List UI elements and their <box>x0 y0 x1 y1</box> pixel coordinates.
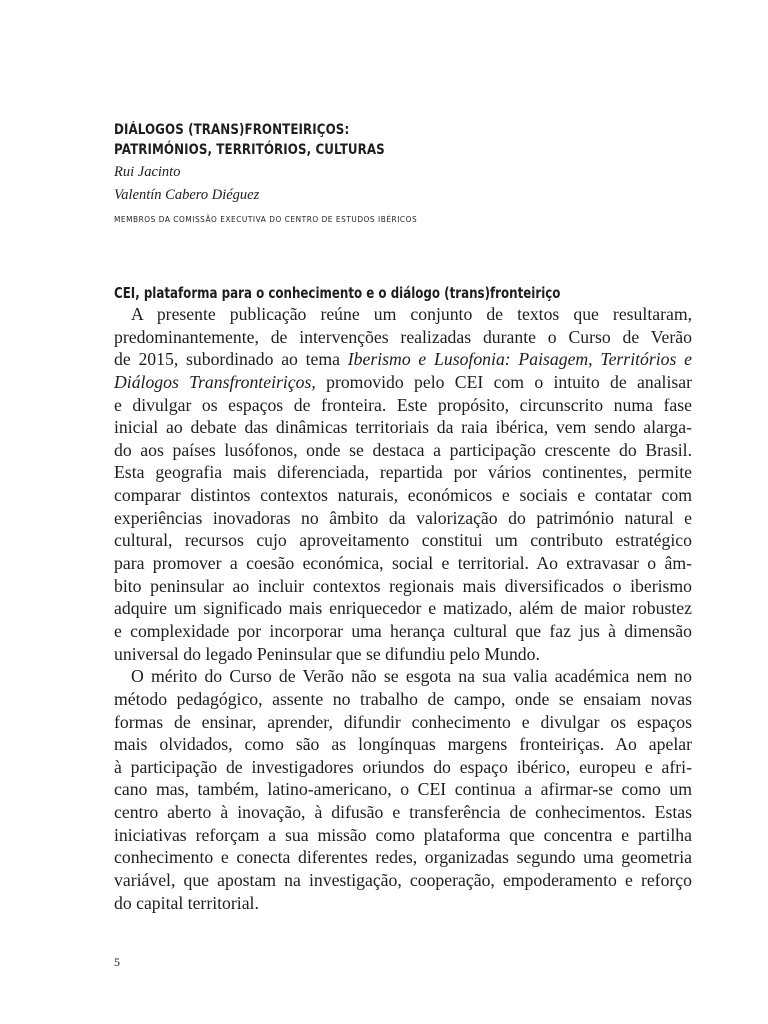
line-text: método pedagógico, assente no trabalho de campo, onde se ensaiam novas <box>114 688 692 709</box>
section-heading: CEI, plataforma para o conhecimento e o diálogo (trans)fronteiriço <box>114 284 561 302</box>
paragraph-line <box>114 529 692 552</box>
paragraph-line <box>114 394 692 417</box>
paragraph-line <box>114 711 692 734</box>
line-text: cultural, recursos cujo aproveitamento constitui um contributo estratégico <box>114 530 692 551</box>
line-text: predominantemente, de intervenções realizadas durante o Curso de Verão <box>114 326 692 347</box>
paragraph-line <box>114 416 692 439</box>
paragraph-line <box>114 484 692 507</box>
paragraph-line <box>114 326 692 349</box>
paragraph-line <box>114 461 692 484</box>
paragraph-line <box>114 371 692 394</box>
paragraph-line <box>114 620 692 643</box>
line-text: comparar distintos contextos naturais, económicos e sociais e contatar com <box>114 485 692 506</box>
paragraph-line <box>114 756 692 779</box>
paragraph-line <box>114 552 692 575</box>
line-text: de 2015, subordinado ao tema <box>114 349 348 370</box>
paragraph-line <box>114 597 692 620</box>
paragraph-line <box>114 801 692 824</box>
paragraph-line <box>114 439 692 462</box>
line-text: mais olvidados, como são as longínquas margens fronteiriças. Ao apelar <box>114 734 692 755</box>
line-text: iniciativas reforçam a sua missão como plataforma que concentra e partilha <box>114 824 692 845</box>
line-text: variável, que apostam na investigação, cooperação, empoderamento e reforço <box>114 870 692 891</box>
line-text: conhecimento e conecta diferentes redes, organizadas segundo uma geometria <box>114 847 692 868</box>
line-text: Esta geografia mais diferenciada, repartida por vários continentes, permite <box>114 462 692 483</box>
line-text: cano mas, também, latino-americano, o CEI continua a afirmar-se como um <box>114 779 692 800</box>
line-text: bito peninsular ao incluir contextos regionais mais diversificados o iberismo <box>114 575 692 596</box>
line-text: inicial ao debate das dinâmicas territoriais da raia ibérica, vem sendo alarga- <box>114 417 692 438</box>
paragraph-line <box>114 846 692 869</box>
paragraph-line <box>114 303 692 326</box>
italic-title-text: Iberismo e Lusofonia: Paisagem, Territórios e <box>347 349 692 370</box>
line-text: do capital territorial. <box>114 892 259 913</box>
paragraph-line <box>114 643 692 666</box>
line-text: A presente publicação reúne um conjunto de textos que resultaram, <box>131 304 692 324</box>
line-text: formas de ensinar, aprender, difundir conhecimento e divulgar os espaços <box>114 711 692 732</box>
author-affiliation: MEMBROS DA COMISSÃO EXECUTIVA DO CENTRO DE ESTUDOS IBÉRICOS <box>114 215 418 224</box>
paragraph-line <box>114 733 692 756</box>
paragraph-line <box>114 778 692 801</box>
author-name: Valentín Cabero Diéguez <box>114 187 260 203</box>
line-text: para promover a coesão económica, social e territorial. Ao extravasar o âm- <box>114 553 692 574</box>
line-text: promovido pelo CEI com o intuito de analisar <box>315 371 692 392</box>
book-title <box>114 120 385 160</box>
line-text: O mérito do Curso de Verão não se esgota na sua valia académica nem no <box>131 666 692 687</box>
book-title-line-2: PATRIMÓNIOS, TERRITÓRIOS, CULTURAS <box>114 142 385 158</box>
paragraph-line <box>114 507 692 530</box>
line-text: e divulgar os espaços de fronteira. Este propósito, circunscrito numa fase <box>114 394 692 415</box>
author-name: Rui Jacinto <box>114 164 181 180</box>
paragraph-line <box>114 824 692 847</box>
paragraph-line <box>114 348 692 371</box>
paragraph-line <box>114 869 692 892</box>
line-text: do aos países lusófonos, onde se destaca a participação crescente do Brasil. <box>114 439 692 460</box>
italic-title-text: Diálogos Transfronteiriços, <box>114 371 316 392</box>
paragraph-line <box>114 688 692 711</box>
line-text: e complexidade por incorporar uma herança cultural que faz jus à dimensão <box>114 620 692 641</box>
body-text <box>114 303 692 914</box>
line-text: centro aberto à inovação, à difusão e transferência de conhecimentos. Estas <box>114 802 692 823</box>
line-text: adquire um significado mais enriquecedor e matizado, além de maior robustez <box>114 598 692 619</box>
line-text: à participação de investigadores oriundos do espaço ibérico, europeu e afri- <box>114 756 692 777</box>
paragraph-line <box>114 892 692 915</box>
page-number: 5 <box>114 955 120 969</box>
line-text: universal do legado Peninsular que se difundiu pelo Mundo. <box>114 643 540 664</box>
paragraph-line <box>114 665 692 688</box>
line-text: experiências inovadoras no âmbito da valorização do património natural e <box>114 507 692 528</box>
book-title-line-1: DIÁLOGOS (TRANS)FRONTEIRIÇOS: <box>114 122 350 138</box>
paragraph-line <box>114 575 692 598</box>
